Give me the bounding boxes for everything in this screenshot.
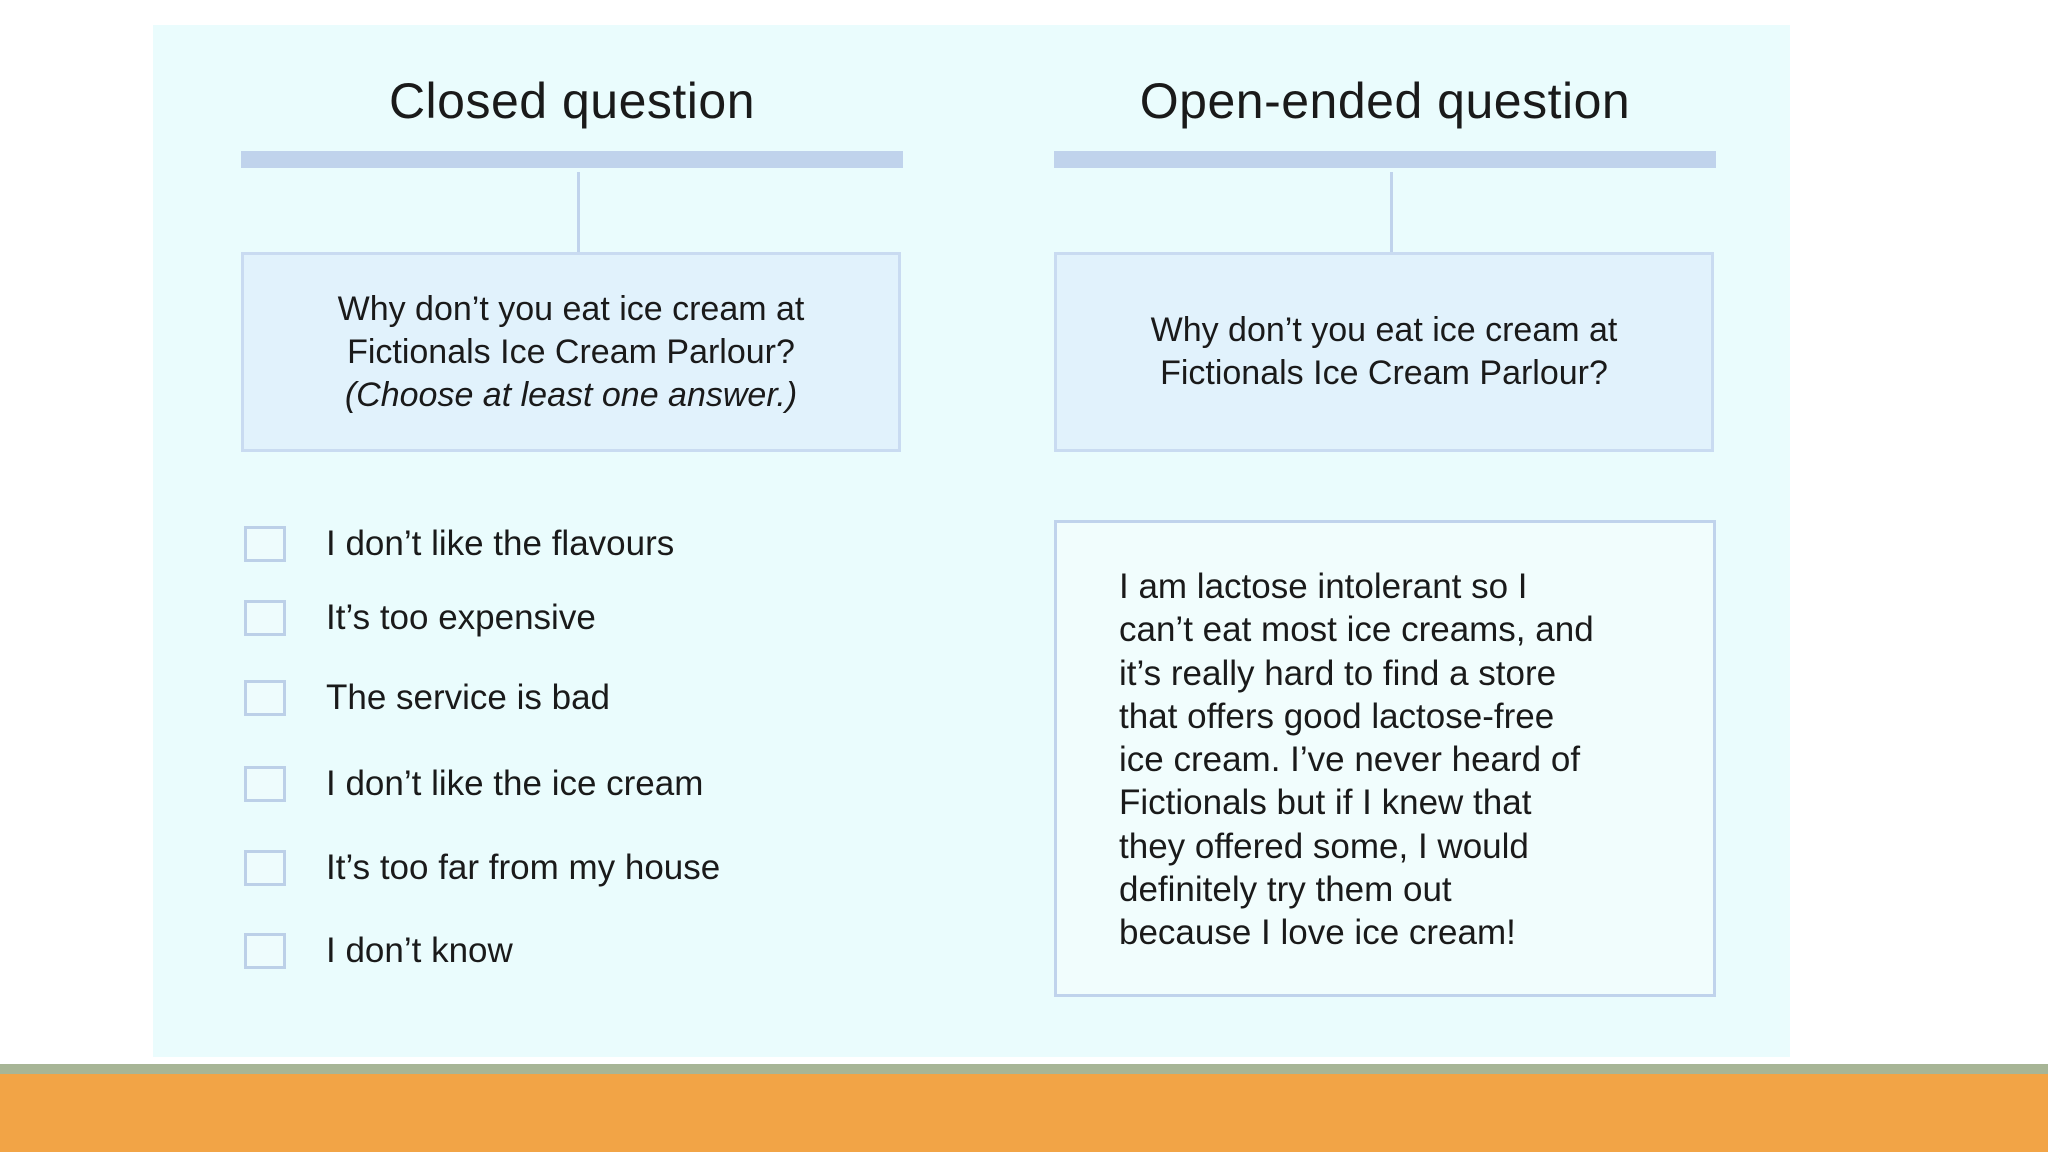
answer-line: Fictionals but if I knew that: [1119, 783, 1532, 823]
option-ice-cream[interactable]: [244, 762, 703, 806]
open-title-bar: [1054, 151, 1716, 168]
open-question-line-1: Why don’t you eat ice cream at: [1150, 311, 1618, 349]
closed-question-note: (Choose at least one answer.): [344, 375, 798, 414]
open-answer-box: [1054, 520, 1716, 997]
answer-line: that offers good lactose-free: [1119, 696, 1555, 736]
option-dont-know[interactable]: [244, 929, 513, 973]
closed-question-line-1: Why don’t you eat ice cream at: [337, 289, 805, 328]
option-label: It’s too far from my house: [326, 848, 721, 887]
option-label: I don’t like the flavours: [326, 524, 675, 563]
footer-stripe-green: [0, 1064, 2048, 1074]
option-flavours[interactable]: [244, 522, 674, 566]
footer-stripe-orange: [0, 1074, 2048, 1152]
option-service[interactable]: [244, 676, 610, 720]
checkbox[interactable]: [244, 680, 286, 716]
open-connector-line: [1390, 172, 1393, 252]
checkbox[interactable]: [244, 933, 286, 969]
checkbox[interactable]: [244, 766, 286, 802]
open-question-box: [1054, 252, 1714, 452]
open-question-line-2: Fictionals Ice Cream Parlour?: [1160, 354, 1608, 392]
closed-question-title: Closed question: [388, 73, 756, 129]
closed-question-box: [241, 252, 901, 452]
open-question-title: Open-ended question: [1139, 73, 1631, 129]
answer-line: definitely try them out: [1119, 870, 1452, 910]
option-label: The service is bad: [326, 678, 611, 717]
closed-connector-line: [577, 172, 580, 252]
answer-line: because I love ice cream!: [1119, 913, 1516, 953]
answer-line: they offered some, I would: [1119, 826, 1529, 866]
answer-line: it’s really hard to find a store: [1119, 653, 1557, 693]
answer-line: ice cream. I’ve never heard of: [1119, 740, 1581, 780]
option-label: I don’t know: [326, 931, 513, 970]
answer-line: I am lactose intolerant so I: [1119, 567, 1528, 606]
option-label: I don’t like the ice cream: [326, 764, 704, 803]
closed-title-bar: [241, 151, 903, 168]
checkbox[interactable]: [244, 850, 286, 886]
option-too-far[interactable]: [244, 846, 720, 890]
checkbox[interactable]: [244, 600, 286, 636]
option-label: It’s too expensive: [326, 598, 596, 637]
option-expensive[interactable]: [244, 596, 596, 640]
checkbox[interactable]: [244, 526, 286, 562]
answer-line: can’t eat most ice creams, and: [1119, 610, 1594, 650]
closed-question-line-2: Fictionals Ice Cream Parlour?: [347, 332, 795, 371]
